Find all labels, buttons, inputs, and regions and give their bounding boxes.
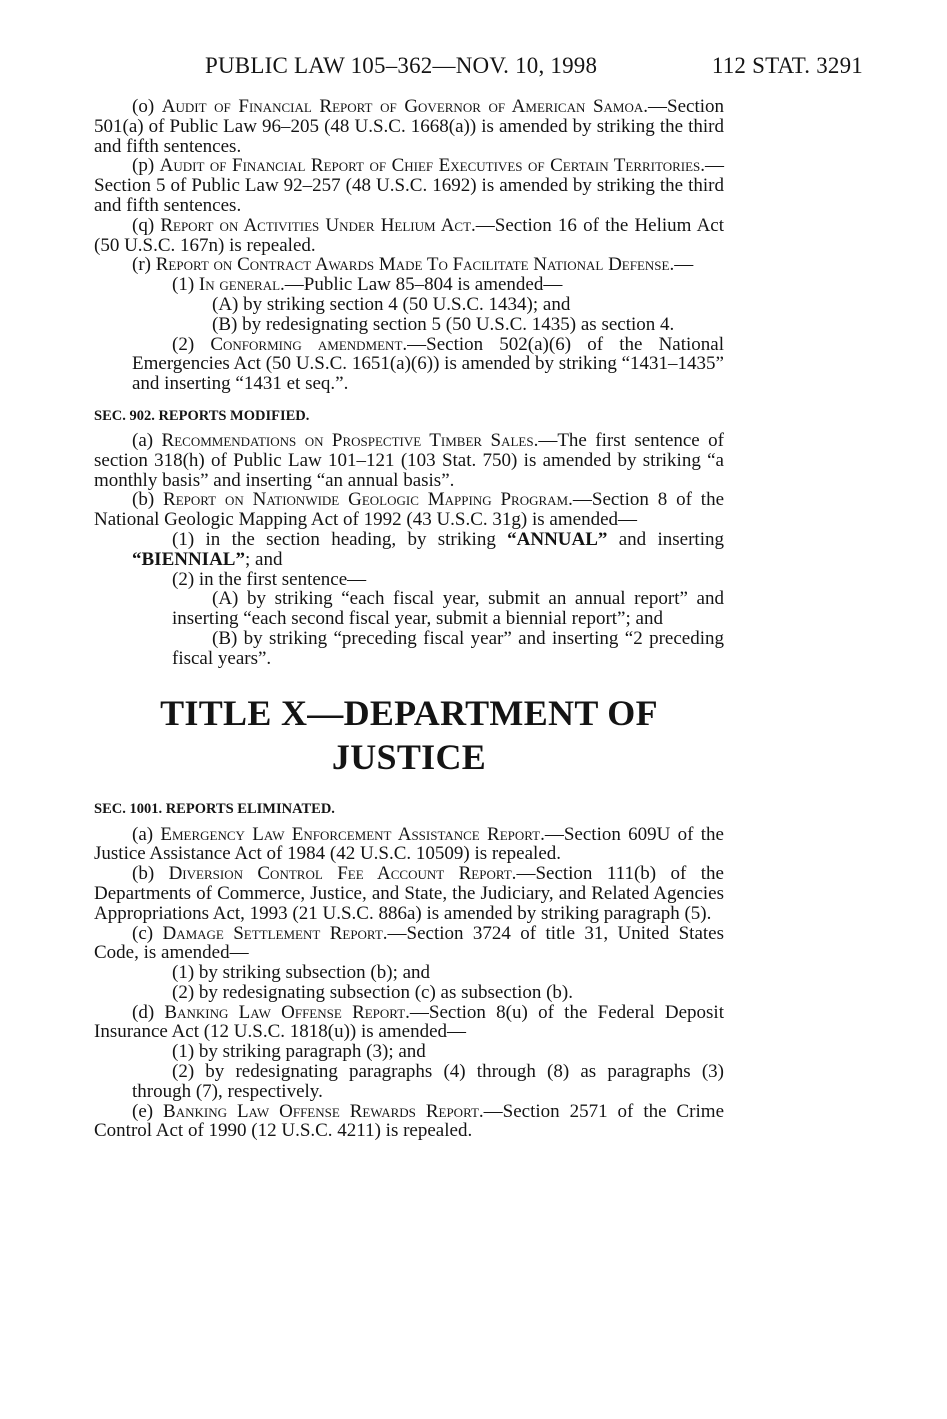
subsection-heading: Audit of Financial Report of Chief Executives of Certain Territories. <box>159 155 706 177</box>
paragraph-r-2: (2) Conforming amendment.—Section 502(a)(6) of the National Emergencies Act (50 U.S.C. 1651(a)(6)) is amended by striking “1431–1435” and inserting “1431 et seq.”. <box>132 333 724 395</box>
section-1001-d: (d) Banking Law Offense Report.—Section 8(u) of the Federal Deposit Insurance Act (12 U.S.C. 1818(u)) is amended— <box>94 1001 724 1043</box>
section-902-b: (b) Report on Nationwide Geologic Mapping Program.—Section 8 of the National Geologic Mapping Act of 1992 (43 U.S.C. 31g) is amended— <box>94 489 725 531</box>
title-heading: TITLE X—DEPARTMENT OF JUSTICE <box>160 692 658 777</box>
subsection-heading: Banking Law Offense Report. <box>164 1001 410 1023</box>
body-text <box>94 97 724 1141</box>
section-1001-e: (e) Banking Law Offense Rewards Report.—Section 2571 of the Crime Control Act of 1990 (12 U.S.C. 4211) is repealed. <box>94 1100 724 1142</box>
header-citation: PUBLIC LAW 105–362—NOV. 10, 1998 <box>205 53 598 78</box>
paragraph-902-b-2: (2) in the first sentence— <box>172 568 367 590</box>
section-1001-a: (a) Emergency Law Enforcement Assistance Report.—Section 609U of the Justice Assistance Act of 1984 (42 U.S.C. 10509) is repealed. <box>94 823 724 865</box>
subparagraph-902-b-2-a: (A) by striking “each fiscal year, submit an annual report” and inserting “each second fiscal year, submit a biennial report”; and <box>172 588 724 630</box>
subsection-heading: Report on Nationwide Geologic Mapping Program. <box>163 489 573 511</box>
paragraph-1001-d-2: (2) by redesignating paragraphs (4) through (8) as paragraphs (3) through (7), respectively. <box>132 1061 724 1102</box>
section-902-a: (a) Recommendations on Prospective Timber Sales.—The first sentence of section 318(h) of Public Law 101–121 (103 Stat. 750) is amended by striking “a monthly basis” and inserting “an annual basis”. <box>94 429 725 491</box>
paragraph-heading: In general. <box>198 274 285 296</box>
subsection-heading: Banking Law Offense Rewards Report. <box>163 1100 484 1122</box>
subsection-p: (p) Audit of Financial Report of Chief Executives of Certain Territories.—Section 5 of Public Law 92–257 (48 U.S.C. 1692) is amended by striking the third and fifth sentences. <box>94 155 725 216</box>
subparagraph-902-b-2-b: (B) by striking “preceding fiscal year” and inserting “2 preceding fiscal years”. <box>172 627 724 669</box>
subsection-o: (o) Audit of Financial Report of Governor of American Samoa.—Section 501(a) of Public Law 96–205 (48 U.S.C. 1668(a)) is amended by striking the third and fifth sentences. <box>94 96 725 157</box>
subsection-heading: Report on Activities Under Helium Act. <box>160 214 476 236</box>
subsection-q: (q) Report on Activities Under Helium Act.—Section 16 of the Helium Act (50 U.S.C. 167n) is repealed. <box>94 214 725 256</box>
paragraph-r-1: (1) In general.—Public Law 85–804 is amended— <box>172 274 563 296</box>
subsection-heading: Emergency Law Enforcement Assistance Report. <box>160 823 545 845</box>
subparagraph-r-1-b: (B) by redesignating section 5 (50 U.S.C. 1435) as section 4. <box>212 313 675 335</box>
subsection-heading: Report on Contract Awards Made To Facilitate National Defense. <box>155 254 675 276</box>
section-1001-c: (c) Damage Settlement Report.—Section 3724 of title 31, United States Code, is amended— <box>94 922 724 964</box>
section-1001-b: (b) Diversion Control Fee Account Report.—Section 111(b) of the Departments of Commerce, Justice, and State, the Judiciary, and Related Agencies Appropriations Act, 1993 (21 U.S.C. 886a) is amended by striking paragraph (5). <box>94 863 724 924</box>
inserted-word: “BIENNIAL” <box>132 548 245 570</box>
paragraph-heading: Conforming amendment. <box>210 333 408 355</box>
subparagraph-r-1-a: (A) by striking section 4 (50 U.S.C. 1434); and <box>212 293 571 315</box>
section-heading-1001: SEC. 1001. REPORTS ELIMINATED. <box>94 800 335 817</box>
paragraph-1001-d-1: (1) by striking paragraph (3); and <box>172 1041 426 1063</box>
header-stat-page: 112 STAT. 3291 <box>711 53 863 78</box>
paragraph-902-b-1: (1) in the section heading, by striking “ANNUAL” and inserting “BIENNIAL”; and <box>132 528 724 570</box>
section-heading-902: SEC. 902. REPORTS MODIFIED. <box>94 407 310 424</box>
subsection-r: (r) Report on Contract Awards Made To Facilitate National Defense.— <box>132 254 694 276</box>
struck-word: “ANNUAL” <box>507 528 608 550</box>
subsection-heading: Audit of Financial Report of Governor of American Samoa. <box>161 96 649 117</box>
paragraph-1001-c-1: (1) by striking subsection (b); and <box>172 962 431 984</box>
subsection-heading: Diversion Control Fee Account Report. <box>168 863 517 885</box>
subsection-heading: Damage Settlement Report. <box>162 922 388 944</box>
paragraph-1001-c-2: (2) by redesignating subsection (c) as subsection (b). <box>172 981 574 1003</box>
subsection-heading: Recommendations on Prospective Timber Sales. <box>161 429 539 451</box>
